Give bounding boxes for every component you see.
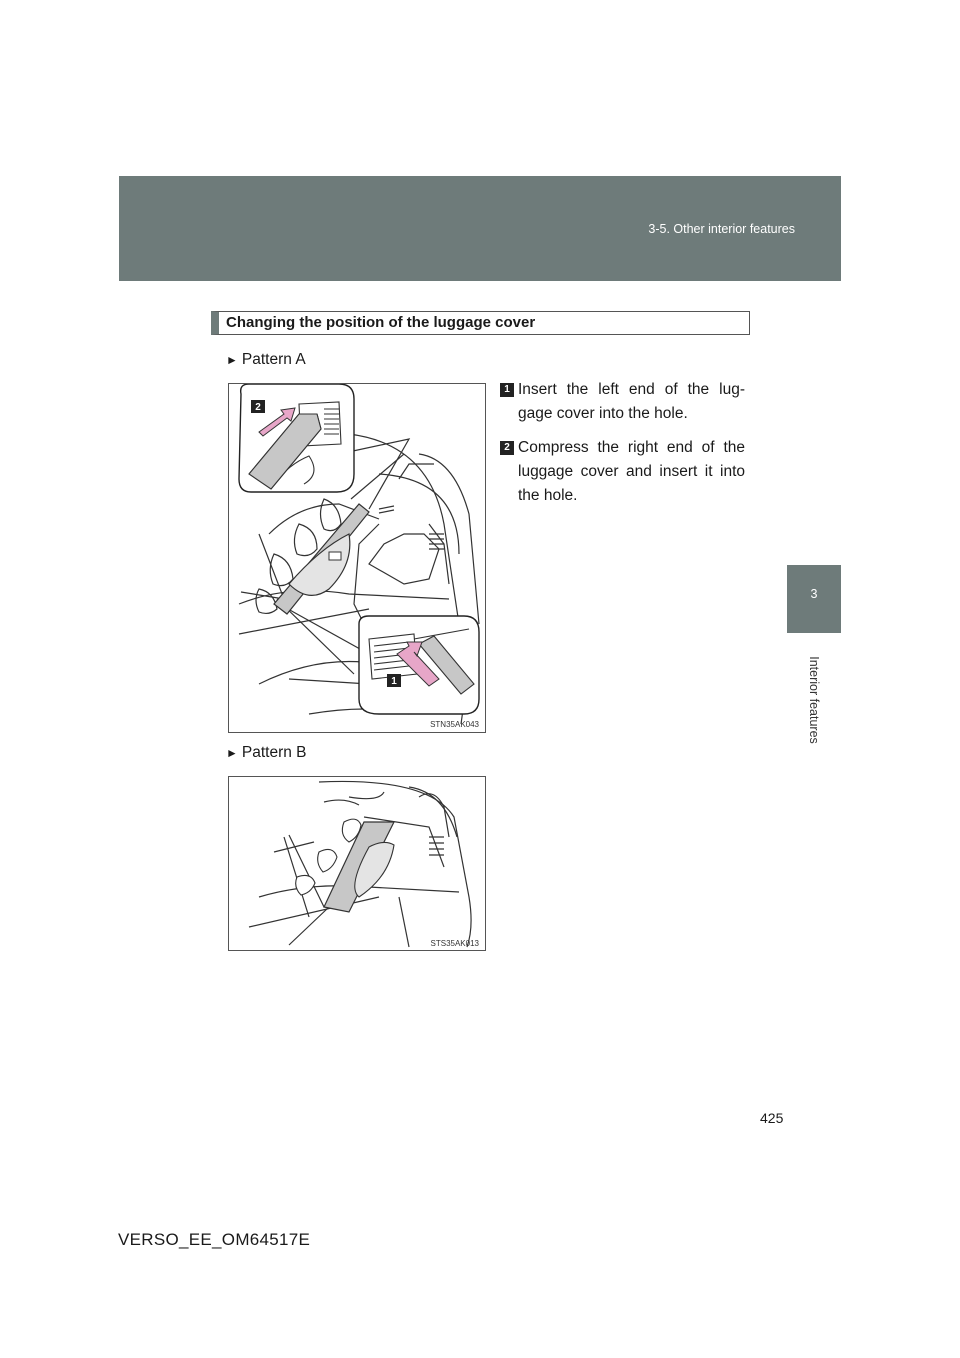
luggage-cover-illustration-a [229,384,485,732]
pattern-a-heading [226,351,306,369]
document-code: VERSO_EE_OM64517E [118,1230,311,1249]
figure-a-callout-1: 1 [391,676,397,687]
section-heading: Changing the position of the luggage cover [211,311,750,335]
pattern-a-label: Pattern A [241,351,306,368]
figure-pattern-b [228,776,486,951]
step-number: 2 [500,441,514,455]
step-text: Insert the left end of the lug-gage cover into the hole. [518,381,745,422]
chapter-number: 3 [810,587,818,601]
triangle-bullet-icon: ► [226,353,238,367]
header-band [119,176,841,281]
figure-b-code: STS35AK013 [430,939,479,948]
chapter-title-vertical [782,645,846,755]
step-number: 1 [500,383,514,397]
chapter-tab[interactable] [787,565,841,633]
luggage-cover-illustration-b [229,777,485,950]
instruction-steps [500,378,745,518]
step-item [500,378,745,426]
chapter-title: Interior features [807,656,821,744]
section-title: 3-5. Other interior features [648,222,795,236]
page-number: 425 [760,1110,784,1126]
triangle-bullet-icon: ► [226,746,238,760]
figure-a-code: STN35AK043 [430,720,479,729]
pattern-b-label: Pattern B [241,744,307,761]
step-item [500,436,745,508]
figure-pattern-a [228,383,486,733]
step-text: Compress the right end of the luggage cover and insert it into the hole. [518,439,745,504]
pattern-b-heading [226,744,307,762]
figure-a-callout-2: 2 [255,402,261,413]
